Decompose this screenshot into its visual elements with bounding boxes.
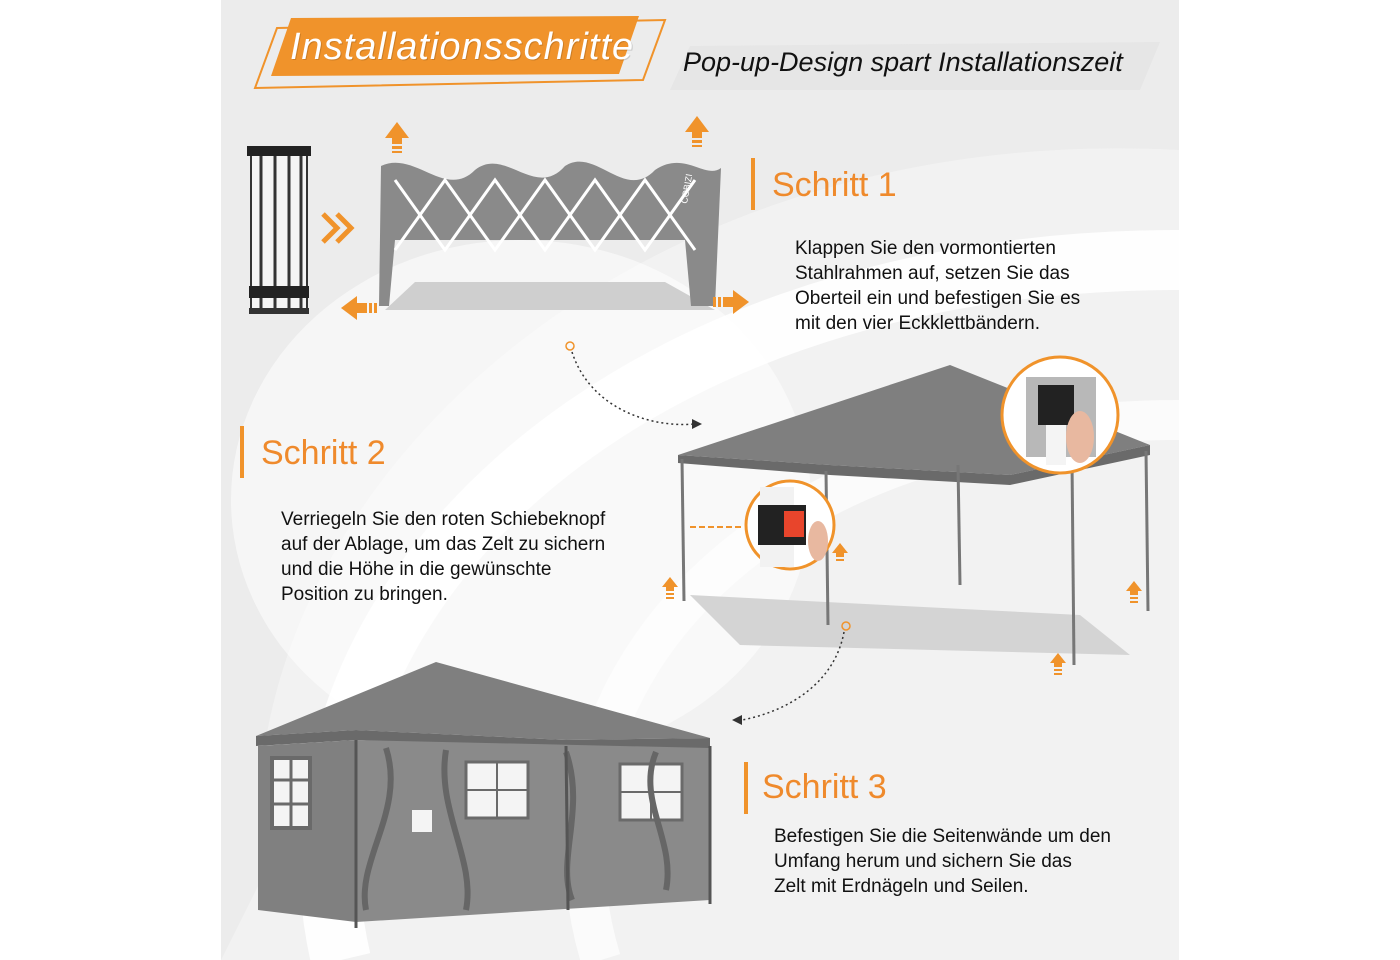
step3-line: Zelt mit Erdnägeln und Seilen. xyxy=(774,876,1029,897)
step2-line: auf der Ablage, um das Zelt zu sichern xyxy=(281,534,606,555)
step3-accent-bar xyxy=(744,762,748,814)
arrow-up-icon xyxy=(662,577,678,599)
step2-heading: Schritt 2 xyxy=(261,434,386,472)
arrow-up-icon xyxy=(1126,581,1142,603)
step3-line: Umfang herum und sichern Sie das xyxy=(774,851,1072,872)
step3-heading: Schritt 3 xyxy=(762,768,887,806)
step3-line: Befestigen Sie die Seitenwände um den xyxy=(774,826,1111,847)
step2-description xyxy=(281,507,605,607)
step1-line: Klappen Sie den vormontierten xyxy=(795,238,1056,259)
arrow-up-icon xyxy=(385,122,409,153)
double-chevron-icon xyxy=(323,214,351,242)
enclosed-tent-icon xyxy=(256,662,710,928)
page-title: Installationsschritte xyxy=(290,26,635,68)
arrow-right-icon xyxy=(713,290,749,314)
step2-line: und die Höhe in die gewünschte xyxy=(281,559,552,580)
step1-line: Oberteil ein und befestigen Sie es xyxy=(795,288,1081,309)
unfolding-canopy-icon xyxy=(379,162,721,310)
step3-description xyxy=(774,824,1111,899)
step2-line: Position zu bringen. xyxy=(281,584,448,605)
step2-accent-bar xyxy=(240,426,244,478)
corner-detail-circle xyxy=(1002,357,1118,473)
folded-frame-icon xyxy=(247,146,311,314)
arrow-up-icon xyxy=(685,116,709,147)
slider-detail-circle xyxy=(746,481,834,569)
brand-label: COBIZI xyxy=(679,173,695,205)
step1-line: mit den vier Eckklettbändern. xyxy=(795,313,1041,334)
step1-accent-bar xyxy=(751,158,755,210)
dotted-connector-2 xyxy=(724,616,864,726)
step1-heading: Schritt 1 xyxy=(772,166,897,204)
arrow-up-icon xyxy=(1050,653,1066,675)
arrow-up-icon xyxy=(832,543,848,561)
page-subtitle: Pop-up-Design spart Installationszeit xyxy=(683,47,1123,77)
step1-illustration xyxy=(245,110,765,330)
arrow-left-icon xyxy=(341,296,377,320)
step3-illustration xyxy=(236,660,726,945)
step1-description xyxy=(795,236,1080,336)
step2-line: Verriegeln Sie den roten Schiebeknopf xyxy=(281,509,606,530)
step1-line: Stahlrahmen auf, setzen Sie das xyxy=(795,263,1070,284)
